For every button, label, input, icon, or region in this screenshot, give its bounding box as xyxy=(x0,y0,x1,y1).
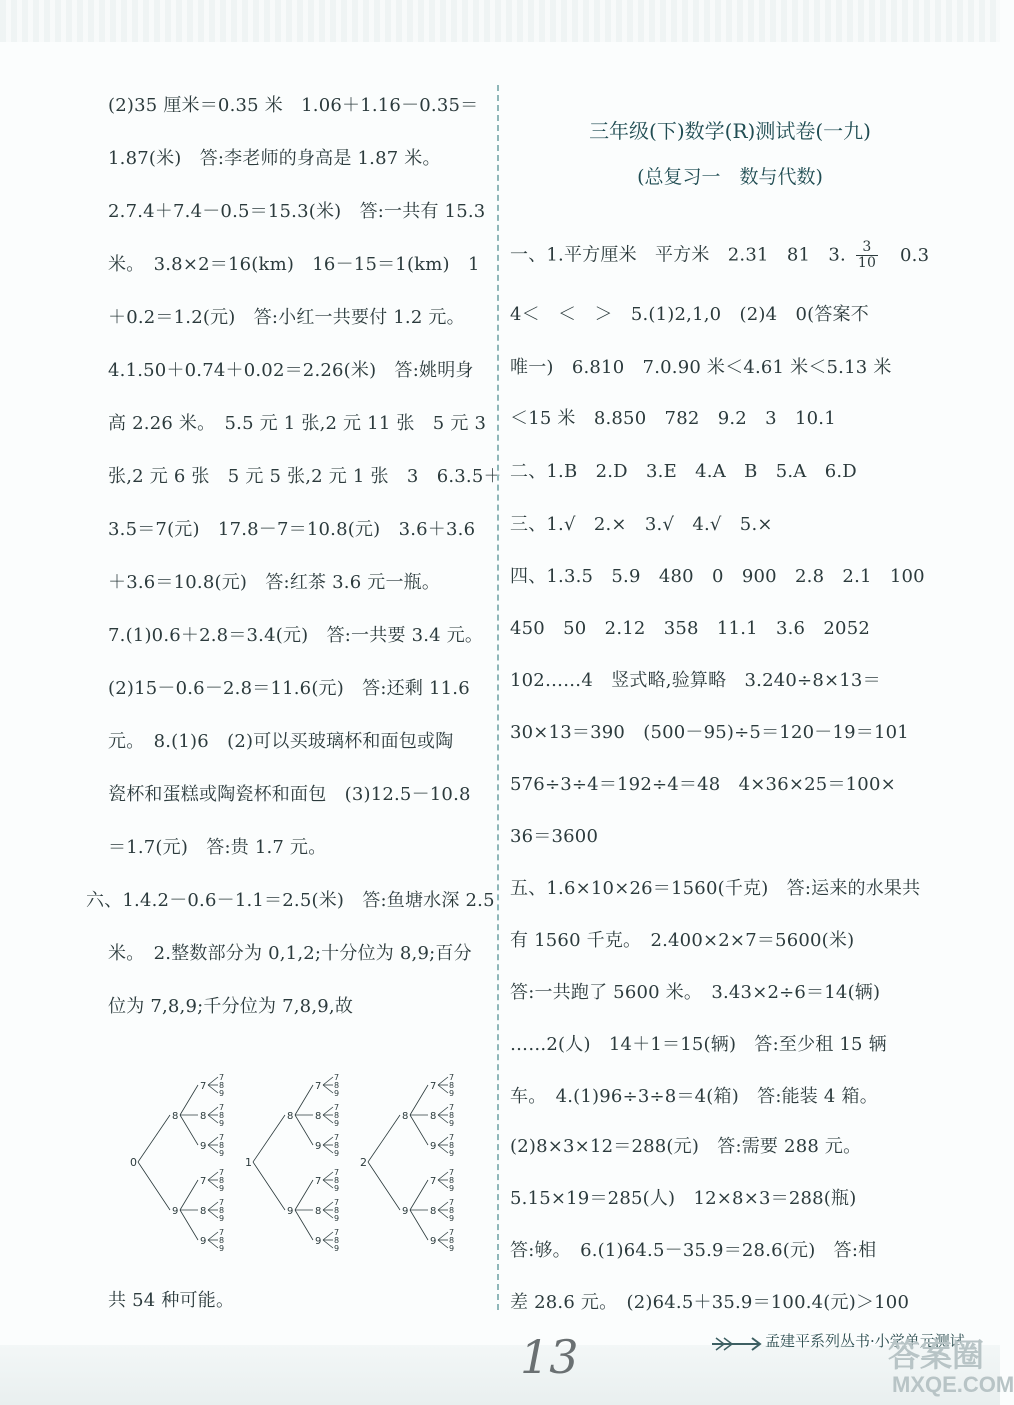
tree-thousandths-label: 9 xyxy=(334,1214,340,1223)
tree-branch xyxy=(323,1085,333,1093)
tree-branch xyxy=(323,1137,333,1145)
answer-line: 差 28.6 元。 (2)64.5＋35.9＝100.4(元)＞100 xyxy=(510,1292,910,1313)
tree-branch xyxy=(253,1162,285,1210)
answer-line: 2.7.4＋7.4－0.5＝15.3(米) 答:一共有 15.3 xyxy=(108,201,486,222)
tree-hundredths-label: 8 xyxy=(430,1206,437,1217)
tree-branch xyxy=(295,1085,313,1115)
tree-thousandths-label: 7 xyxy=(219,1133,225,1142)
test-title: 三年级(下)数学(R)测试卷(一九) xyxy=(589,119,871,143)
tree-branch xyxy=(323,1077,333,1085)
bottom-scan-band xyxy=(0,1345,1000,1405)
tree-hundredths-label: 7 xyxy=(430,1176,437,1187)
answer-line xyxy=(510,240,929,271)
tree-root-label: 0 xyxy=(130,1156,137,1169)
tree-branch xyxy=(438,1085,448,1093)
answer-line: 五、1.6×10×26＝1560(千克) 答:运来的水果共 xyxy=(510,878,921,899)
tree-branch xyxy=(438,1172,448,1180)
answer-line: 四、1.3.5 5.9 480 0 900 2.8 2.1 100 xyxy=(510,566,925,587)
answer-line: ＋0.2＝1.2(元) 答:小红一共要付 1.2 元。 xyxy=(108,307,465,328)
tree-thousandths-label: 7 xyxy=(449,1168,455,1177)
tree-hundredths-label: 8 xyxy=(430,1111,437,1122)
tree-branch xyxy=(410,1115,428,1145)
tree-hundredths-label: 7 xyxy=(315,1081,322,1092)
tree-thousandths-label: 8 xyxy=(334,1206,340,1215)
tree-thousandths-label: 9 xyxy=(219,1214,225,1223)
tree-thousandths-label: 9 xyxy=(334,1149,340,1158)
tree-thousandths-label: 7 xyxy=(449,1228,455,1237)
answer-line: 车。 4.(1)96÷3÷8＝4(箱) 答:能装 4 箱。 xyxy=(510,1086,878,1107)
tree-thousandths-label: 9 xyxy=(449,1244,455,1253)
tree-branch xyxy=(138,1162,170,1210)
tree-root-label: 2 xyxy=(360,1156,367,1169)
tree-thousandths-label: 8 xyxy=(449,1236,455,1245)
tree-thousandths-label: 9 xyxy=(219,1089,225,1098)
tree-branch xyxy=(295,1210,313,1240)
answer-line: ……2(人) 14＋1＝15(辆) 答:至少租 15 辆 xyxy=(510,1034,887,1055)
tree-thousandths-label: 9 xyxy=(449,1119,455,1128)
tree-thousandths-label: 7 xyxy=(219,1073,225,1082)
tree-hundredths-label: 9 xyxy=(315,1141,322,1152)
tree-hundredths-label: 9 xyxy=(200,1236,207,1247)
tree-thousandths-label: 9 xyxy=(219,1119,225,1128)
tree-branch xyxy=(208,1145,218,1153)
tree-branch xyxy=(208,1172,218,1180)
tree-thousandths-label: 9 xyxy=(219,1149,225,1158)
tree-thousandths-label: 8 xyxy=(449,1206,455,1215)
tree-hundredths-label: 8 xyxy=(200,1206,207,1217)
answer-line: 米。 2.整数部分为 0,1,2;十分位为 8,9;百分 xyxy=(108,943,472,964)
tree-thousandths-label: 7 xyxy=(334,1133,340,1142)
answer-line: 7.(1)0.6＋2.8＝3.4(元) 答:一共要 3.4 元。 xyxy=(108,625,484,646)
tree-branch xyxy=(208,1137,218,1145)
tree-branch xyxy=(208,1210,218,1218)
answer-line: 102……4 竖式略,验算略 3.240÷8×13＝ xyxy=(510,670,881,691)
tree-branch xyxy=(295,1180,313,1210)
watermark-logo: 答案圈 xyxy=(888,1337,985,1373)
tree-branch xyxy=(323,1145,333,1153)
tree-branch xyxy=(438,1077,448,1085)
tree-hundredths-label: 9 xyxy=(430,1141,437,1152)
top-scan-band xyxy=(0,0,1000,42)
tree-tenths-label: 9 xyxy=(402,1206,409,1217)
answer-line: 4＜ ＜ ＞ 5.(1)2,1,0 (2)4 0(答案不 xyxy=(510,304,869,325)
tree-thousandths-label: 7 xyxy=(334,1228,340,1237)
answer-line: 三、1.√ 2.× 3.√ 4.√ 5.× xyxy=(510,514,773,535)
tree-thousandths-label: 7 xyxy=(219,1168,225,1177)
tree-thousandths-label: 8 xyxy=(449,1141,455,1150)
tree-tenths-label: 8 xyxy=(172,1111,179,1122)
tree-thousandths-label: 7 xyxy=(334,1198,340,1207)
tree-branch xyxy=(438,1137,448,1145)
answer-line: 位为 7,8,9;千分位为 7,8,9,故 xyxy=(108,996,354,1017)
tree-hundredths-label: 7 xyxy=(200,1081,207,1092)
tree-thousandths-label: 8 xyxy=(334,1111,340,1120)
tree-thousandths-label: 7 xyxy=(449,1198,455,1207)
tree-thousandths-label: 7 xyxy=(219,1103,225,1112)
tree-hundredths-label: 7 xyxy=(430,1081,437,1092)
tree-thousandths-label: 8 xyxy=(449,1111,455,1120)
tree-branch xyxy=(208,1115,218,1123)
tree-branch xyxy=(295,1115,313,1145)
answer-line: 高 2.26 米。 5.5 元 1 张,2 元 11 张 5 元 3 xyxy=(108,413,487,434)
tree-branch xyxy=(438,1107,448,1115)
answer-line: 576÷3÷4＝192÷4＝48 4×36×25＝100× xyxy=(510,774,896,795)
tree-thousandths-label: 9 xyxy=(334,1089,340,1098)
section-subtitle: (总复习一 数与代数) xyxy=(637,166,823,188)
tree-hundredths-label: 9 xyxy=(315,1236,322,1247)
tree-thousandths-label: 7 xyxy=(449,1133,455,1142)
tree-branch xyxy=(410,1085,428,1115)
tree-thousandths-label: 8 xyxy=(449,1081,455,1090)
tree-thousandths-label: 8 xyxy=(334,1236,340,1245)
answer-text: 0.3 xyxy=(900,244,930,266)
tree-thousandths-label: 8 xyxy=(219,1176,225,1185)
tree-thousandths-label: 9 xyxy=(449,1149,455,1158)
answer-line: 答:够。 6.(1)64.5－35.9＝28.6(元) 答:相 xyxy=(510,1240,877,1261)
tree-thousandths-label: 8 xyxy=(219,1141,225,1150)
tree-branch xyxy=(208,1202,218,1210)
answer-line: 唯一) 6.810 7.0.90 米＜4.61 米＜5.13 米 xyxy=(510,357,892,378)
tree-branch xyxy=(180,1180,198,1210)
tree-thousandths-label: 7 xyxy=(219,1228,225,1237)
tree-branch xyxy=(208,1232,218,1240)
tree-hundredths-label: 7 xyxy=(315,1176,322,1187)
watermark-url: MXQE.COM xyxy=(892,1372,1014,1397)
tree-branch xyxy=(208,1107,218,1115)
tree-branch xyxy=(438,1145,448,1153)
tree-thousandths-label: 8 xyxy=(334,1081,340,1090)
tree-branch xyxy=(323,1232,333,1240)
tree-thousandths-label: 7 xyxy=(449,1073,455,1082)
possibility-tree-diagram xyxy=(120,1070,480,1260)
tree-branch xyxy=(180,1085,198,1115)
answer-line: 瓷杯和蛋糕或陶瓷杯和面包 (3)12.5－10.8 xyxy=(108,784,471,805)
answer-line: 450 50 2.12 358 11.1 3.6 2052 xyxy=(510,618,871,639)
tree-branch xyxy=(438,1180,448,1188)
tree-branch xyxy=(438,1115,448,1123)
answer-line: ＋3.6＝10.8(元) 答:红茶 3.6 元一瓶。 xyxy=(108,572,441,593)
arrow-ornament-icon xyxy=(710,1334,762,1354)
tree-thousandths-label: 8 xyxy=(219,1111,225,1120)
answer-line: 4.1.50＋0.74＋0.02＝2.26(米) 答:姚明身 xyxy=(108,360,474,381)
tree-branch xyxy=(438,1232,448,1240)
tree-hundredths-label: 7 xyxy=(200,1176,207,1187)
tree-branch xyxy=(208,1085,218,1093)
tree-thousandths-label: 8 xyxy=(219,1206,225,1215)
tree-branch xyxy=(323,1202,333,1210)
tree-thousandths-label: 8 xyxy=(219,1081,225,1090)
tree-tenths-label: 9 xyxy=(172,1206,179,1217)
tree-branch xyxy=(323,1115,333,1123)
fraction xyxy=(856,240,878,271)
tree-branch xyxy=(438,1240,448,1248)
tree-tenths-label: 8 xyxy=(402,1111,409,1122)
tree-thousandths-label: 8 xyxy=(449,1176,455,1185)
page-number: 13 xyxy=(520,1330,579,1384)
answer-line: (2)15－0.6－2.8＝11.6(元) 答:还剩 11.6 xyxy=(108,678,470,699)
answer-line: 米。 3.8×2＝16(km) 16－15＝1(km) 1 xyxy=(108,254,480,275)
tree-branch xyxy=(410,1180,428,1210)
tree-thousandths-label: 7 xyxy=(449,1103,455,1112)
answer-line: 5.15×19＝285(人) 12×8×3＝288(瓶) xyxy=(510,1188,857,1209)
answer-line: 30×13＝390 (500－95)÷5＝120－19＝101 xyxy=(510,722,909,743)
answer-line: 36＝3600 xyxy=(510,826,599,847)
tree-branch xyxy=(323,1210,333,1218)
tree-thousandths-label: 9 xyxy=(449,1089,455,1098)
tree-branch xyxy=(208,1240,218,1248)
answer-line: 二、1.B 2.D 3.E 4.A B 5.A 6.D xyxy=(510,461,857,482)
answer-line-last: 共 54 种可能。 xyxy=(108,1290,235,1311)
tree-hundredths-label: 8 xyxy=(315,1206,322,1217)
tree-thousandths-label: 9 xyxy=(219,1244,225,1253)
tree-branch xyxy=(368,1115,400,1162)
answer-line: 3.5＝7(元) 17.8－7＝10.8(元) 3.6＋3.6 xyxy=(108,519,476,540)
tree-thousandths-label: 8 xyxy=(334,1176,340,1185)
tree-branch xyxy=(410,1210,428,1240)
tree-thousandths-label: 7 xyxy=(334,1103,340,1112)
answer-line: 答:一共跑了 5600 米。 3.43×2÷6＝14(辆) xyxy=(510,982,881,1003)
answer-line: 张,2 元 6 张 5 元 5 张,2 元 1 张 3 6.3.5＋ xyxy=(108,466,502,487)
answer-line: (2)8×3×12＝288(元) 答:需要 288 元。 xyxy=(510,1136,862,1157)
tree-hundredths-label: 9 xyxy=(430,1236,437,1247)
answer-line: ＜15 米 8.850 782 9.2 3 10.1 xyxy=(510,408,836,429)
answer-line: 元。 8.(1)6 (2)可以买玻璃杯和面包或陶 xyxy=(108,731,454,752)
tree-thousandths-label: 9 xyxy=(334,1184,340,1193)
tree-branch xyxy=(208,1077,218,1085)
tree-branch xyxy=(323,1172,333,1180)
tree-branch xyxy=(323,1240,333,1248)
column-divider xyxy=(497,85,499,1310)
tree-thousandths-label: 7 xyxy=(334,1168,340,1177)
tree-thousandths-label: 9 xyxy=(334,1119,340,1128)
answer-line: 有 1560 千克。 2.400×2×7＝5600(米) xyxy=(510,930,855,951)
tree-branch xyxy=(253,1115,285,1162)
tree-thousandths-label: 8 xyxy=(334,1141,340,1150)
tree-branch xyxy=(208,1180,218,1188)
tree-thousandths-label: 7 xyxy=(334,1073,340,1082)
answer-line: 1.87(米) 答:李老师的身高是 1.87 米。 xyxy=(108,148,441,169)
tree-branch xyxy=(323,1107,333,1115)
fraction-denominator: 10 xyxy=(857,255,877,271)
tree-thousandths-label: 9 xyxy=(219,1184,225,1193)
answer-line: (2)35 厘米＝0.35 米 1.06＋1.16－0.35＝ xyxy=(108,95,479,116)
tree-thousandths-label: 7 xyxy=(219,1198,225,1207)
answer-line: 六、1.4.2－0.6－1.1＝2.5(米) 答:鱼塘水深 2.5 xyxy=(86,890,495,911)
tree-thousandths-label: 8 xyxy=(219,1236,225,1245)
tree-thousandths-label: 9 xyxy=(334,1244,340,1253)
tree-branch xyxy=(138,1115,170,1162)
tree-branch xyxy=(438,1202,448,1210)
fraction-numerator: 3 xyxy=(856,240,878,256)
tree-hundredths-label: 8 xyxy=(315,1111,322,1122)
tree-tenths-label: 9 xyxy=(287,1206,294,1217)
tree-branch xyxy=(180,1210,198,1240)
tree-thousandths-label: 9 xyxy=(449,1184,455,1193)
tree-thousandths-label: 9 xyxy=(449,1214,455,1223)
tree-branch xyxy=(438,1210,448,1218)
tree-branch xyxy=(323,1180,333,1188)
tree-root-label: 1 xyxy=(245,1156,252,1169)
answer-text: 一、1.平方厘米 平方米 2.31 81 3. xyxy=(510,244,846,266)
tree-tenths-label: 8 xyxy=(287,1111,294,1122)
tree-hundredths-label: 9 xyxy=(200,1141,207,1152)
tree-branch xyxy=(368,1162,400,1210)
tree-branch xyxy=(180,1115,198,1145)
answer-line: ＝1.7(元) 答:贵 1.7 元。 xyxy=(108,837,327,858)
tree-hundredths-label: 8 xyxy=(200,1111,207,1122)
footer-series-label: 孟建平系列丛书·小学单元测试 xyxy=(765,1332,965,1350)
